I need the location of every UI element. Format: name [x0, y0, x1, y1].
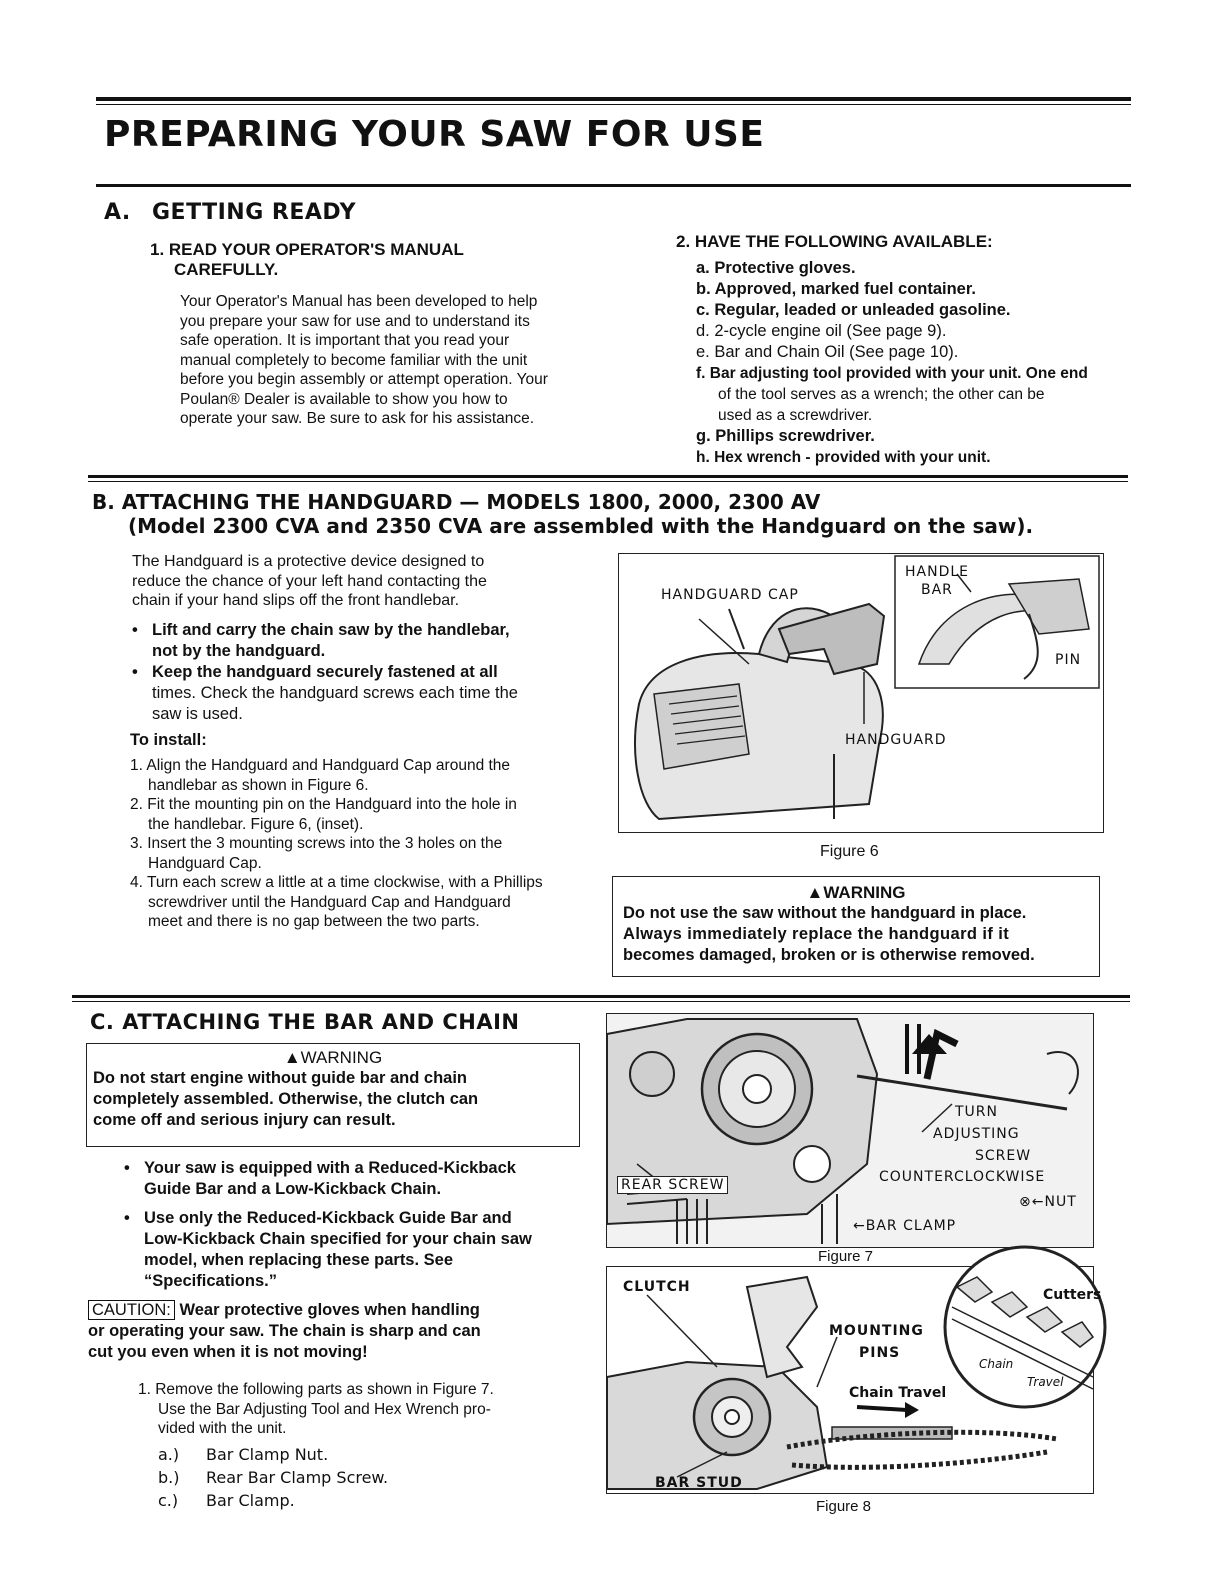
label-screw: SCREW	[975, 1148, 1032, 1164]
step-line: 1. Align the Handguard and Handguard Cap around the	[130, 757, 511, 774]
label-clutch: CLUTCH	[623, 1279, 691, 1295]
label-bar-clamp	[853, 1218, 956, 1234]
item2-line: g. Phillips screwdriver.	[696, 427, 875, 445]
section-c-step1	[138, 1380, 598, 1439]
section-a-heading: GETTING READY	[152, 200, 357, 225]
section-c-rule	[72, 995, 1130, 998]
step-line: screwdriver until the Handguard Cap and Handguard	[148, 893, 511, 911]
label-handguard: HANDGUARD	[845, 732, 947, 748]
warning-line: Always immediately replace the handguard if it	[623, 925, 1010, 943]
caution-label: CAUTION:	[88, 1300, 175, 1320]
label-chain-travel: Chain Travel	[849, 1385, 947, 1401]
sub-item-text: Bar Clamp Nut.	[206, 1445, 329, 1464]
label-cutters: Cutters	[1043, 1287, 1102, 1303]
step-line: 4. Turn each screw a little at a time clockwise, with a Phillips	[130, 874, 543, 891]
warning-body	[87, 1068, 579, 1131]
bullet-dot: •	[132, 663, 138, 681]
caution-line: or operating your saw. The chain is sharp and can	[88, 1322, 481, 1340]
label-nut	[1019, 1194, 1077, 1210]
item1-body-line: Your Operator's Manual has been developed to help	[180, 293, 538, 310]
bullet-line: saw is used.	[152, 705, 243, 723]
step-line: meet and there is no gap between the two parts.	[148, 913, 480, 930]
section-a-item1-body	[180, 292, 600, 429]
label-pin: PIN	[1055, 652, 1082, 668]
intro-line: reduce the chance of your left hand contacting the	[132, 572, 487, 590]
section-a-item1-title	[150, 240, 464, 280]
label-travel: Travel	[1027, 1375, 1064, 1389]
item2-line: d. 2-cycle engine oil (See page 9).	[696, 322, 947, 340]
item1-body-line: manual completely to become familiar with the unit	[180, 351, 528, 369]
warning-body	[613, 903, 1099, 966]
label-pins: PINS	[859, 1345, 901, 1361]
section-b-rule-thin	[88, 481, 1128, 482]
warning-line: come off and serious injury can result.	[93, 1111, 396, 1129]
figure-6	[618, 553, 1104, 833]
sub-item-letter: a.)	[158, 1445, 180, 1464]
item2-line: of the tool serves as a wrench; the other can be	[718, 386, 1045, 403]
item2-line: b. Approved, marked fuel container.	[696, 280, 976, 298]
label-chain: Chain	[979, 1357, 1014, 1371]
bullet-line: “Specifications.”	[144, 1272, 277, 1290]
step-line: 3. Insert the 3 mounting screws into the 3 holes on the	[130, 835, 503, 852]
label-counterclockwise: COUNTERCLOCKWISE	[879, 1169, 1046, 1185]
item1-body-line: safe operation. It is important that you read your	[180, 332, 510, 349]
item2-line: h. Hex wrench - provided with your unit.	[696, 449, 991, 466]
step-line: 2. Fit the mounting pin on the Handguard into the hole in	[130, 796, 517, 813]
sub-item-letter: b.)	[158, 1468, 180, 1487]
step1-line: 1. Remove the following parts as shown in Figure 7.	[138, 1381, 494, 1398]
bullet-item	[130, 662, 600, 725]
section-b-heading	[92, 490, 1033, 538]
step1-line: vided with the unit.	[158, 1420, 287, 1437]
section-b-heading-line1: B. ATTACHING THE HANDGUARD — MODELS 1800, 2000, 2300 AV	[92, 490, 821, 514]
warning-icon: ▲	[283, 1048, 301, 1067]
warning-line: Do not use the saw without the handguard in place.	[623, 904, 1027, 922]
warning-line: Do not start engine without guide bar and chain	[93, 1069, 468, 1087]
warning-title: WARNING	[823, 883, 906, 902]
page-title: PREPARING YOUR SAW FOR USE	[104, 114, 765, 155]
section-b-bullets	[130, 620, 600, 725]
bullet-line: Use only the Reduced-Kickback Guide Bar and	[144, 1209, 512, 1227]
item1-body-line: you prepare your saw for use and to understand its	[180, 312, 530, 330]
sub-item-letter: c.)	[158, 1491, 179, 1510]
bullet-dot: •	[124, 1209, 130, 1227]
bullet-item	[122, 1158, 592, 1200]
bullet-dot: •	[132, 621, 138, 639]
section-b-intro	[132, 552, 602, 611]
step-line: the handlebar. Figure 6, (inset).	[148, 815, 364, 833]
intro-line: chain if your hand slips off the front handlebar.	[132, 592, 460, 609]
section-c-sub-items	[158, 1443, 388, 1512]
bullet-line: Low-Kickback Chain specified for your chain saw	[144, 1230, 532, 1248]
install-step	[130, 834, 600, 873]
label-turn: TURN	[955, 1104, 998, 1120]
section-b-heading-line2: (Model 2300 CVA and 2350 CVA are assembled with the Handguard on the saw).	[128, 514, 1034, 538]
section-a-letter: A.	[104, 200, 131, 225]
intro-line: The Handguard is a protective device designed to	[132, 553, 485, 570]
item2-line: e. Bar and Chain Oil (See page 10).	[696, 343, 959, 361]
bullet-line: times. Check the handguard screws each time the	[152, 684, 518, 702]
section-c-heading: C. ATTACHING THE BAR AND CHAIN	[90, 1010, 520, 1034]
figure-8-illustration	[607, 1267, 1093, 1493]
label-mounting: MOUNTING	[829, 1323, 924, 1339]
section-b-warning	[612, 876, 1100, 977]
item2-line: used as a screwdriver.	[718, 407, 873, 424]
item2-line: c. Regular, leaded or unleaded gasoline.	[696, 301, 1011, 319]
item1-title-line: CAREFULLY.	[174, 260, 279, 279]
bullet-line: Keep the handguard securely fastened at all	[152, 663, 498, 681]
figure-8	[606, 1266, 1102, 1494]
section-b-rule	[88, 475, 1128, 478]
label-adjusting: ADJUSTING	[933, 1126, 1020, 1142]
item1-body-line: before you begin assembly or attempt operation. Your	[180, 371, 548, 388]
warning-line: becomes damaged, broken or is otherwise removed.	[623, 946, 1035, 964]
top-rule	[96, 97, 1131, 101]
caution-line: cut you even when it is not moving!	[88, 1343, 368, 1361]
label-bar-stud: BAR STUD	[655, 1475, 743, 1491]
warning-title-row	[87, 1048, 579, 1068]
bullet-dot: •	[124, 1159, 130, 1177]
bullet-line: Guide Bar and a Low-Kickback Chain.	[144, 1180, 442, 1198]
sub-item-text: Rear Bar Clamp Screw.	[206, 1468, 389, 1487]
top-rule-thin	[96, 104, 1131, 105]
warning-icon: ▲	[806, 883, 824, 902]
nut-icon: ⊗←	[1019, 1194, 1045, 1210]
warning-title: WARNING	[300, 1048, 383, 1067]
figure-8-caption: Figure 8	[816, 1498, 872, 1515]
figure-7	[606, 1013, 1094, 1248]
label-handle: HANDLE	[905, 564, 970, 580]
label-rear-screw: REAR SCREW	[617, 1176, 728, 1194]
label-nut-text: NUT	[1044, 1194, 1077, 1210]
install-steps	[130, 756, 600, 932]
bullet-item	[130, 620, 600, 662]
sub-item	[158, 1466, 388, 1489]
title-underline	[96, 184, 1131, 187]
section-c-rule-thin	[72, 1001, 1130, 1002]
step-line: Handguard Cap.	[148, 854, 262, 872]
item1-title-line: 1. READ YOUR OPERATOR'S MANUAL	[150, 240, 464, 259]
warning-line: completely assembled. Otherwise, the clutch can	[93, 1090, 479, 1108]
sub-item	[158, 1443, 388, 1466]
caution-block	[88, 1300, 588, 1363]
bullet-item	[122, 1208, 592, 1292]
bullet-line: model, when replacing these parts. See	[144, 1251, 454, 1269]
arrow-left-icon: ←	[853, 1218, 866, 1234]
section-c-bullets	[122, 1158, 592, 1292]
install-label: To install:	[130, 731, 207, 749]
label-handguard-cap: HANDGUARD CAP	[661, 587, 799, 603]
sub-item-text: Bar Clamp.	[206, 1491, 295, 1510]
warning-title-row	[613, 883, 1099, 903]
section-c-warning	[86, 1043, 580, 1147]
bullet-line: Your saw is equipped with a Reduced-Kickback	[144, 1159, 516, 1177]
item1-body-line: Poulan® Dealer is available to show you how to	[180, 390, 508, 408]
bullet-line: not by the handguard.	[152, 642, 326, 660]
install-step	[130, 756, 600, 795]
item1-body-line: operate your saw. Be sure to ask for his assistance.	[180, 410, 535, 427]
label-bar: BAR	[921, 582, 953, 598]
caution-line	[88, 1300, 588, 1321]
section-a-item2-title: 2. HAVE THE FOLLOWING AVAILABLE:	[676, 232, 993, 251]
sub-item	[158, 1489, 388, 1512]
caution-text: Wear protective gloves when handling	[179, 1301, 480, 1319]
step-line: handlebar as shown in Figure 6.	[148, 776, 369, 794]
install-step	[130, 795, 600, 834]
label-bar-clamp-text: BAR CLAMP	[865, 1218, 957, 1234]
section-a-item2-list	[696, 258, 1116, 468]
figure-6-caption: Figure 6	[820, 843, 879, 860]
figure-7-illustration	[607, 1014, 1093, 1247]
item2-line: f. Bar adjusting tool provided with your unit. One end	[696, 365, 1088, 382]
figure-7-caption: Figure 7	[818, 1248, 874, 1265]
install-step	[130, 873, 600, 932]
item2-line: a. Protective gloves.	[696, 259, 856, 277]
step1-line: Use the Bar Adjusting Tool and Hex Wrench pro-	[158, 1400, 491, 1418]
bullet-line: Lift and carry the chain saw by the handlebar,	[152, 621, 510, 639]
